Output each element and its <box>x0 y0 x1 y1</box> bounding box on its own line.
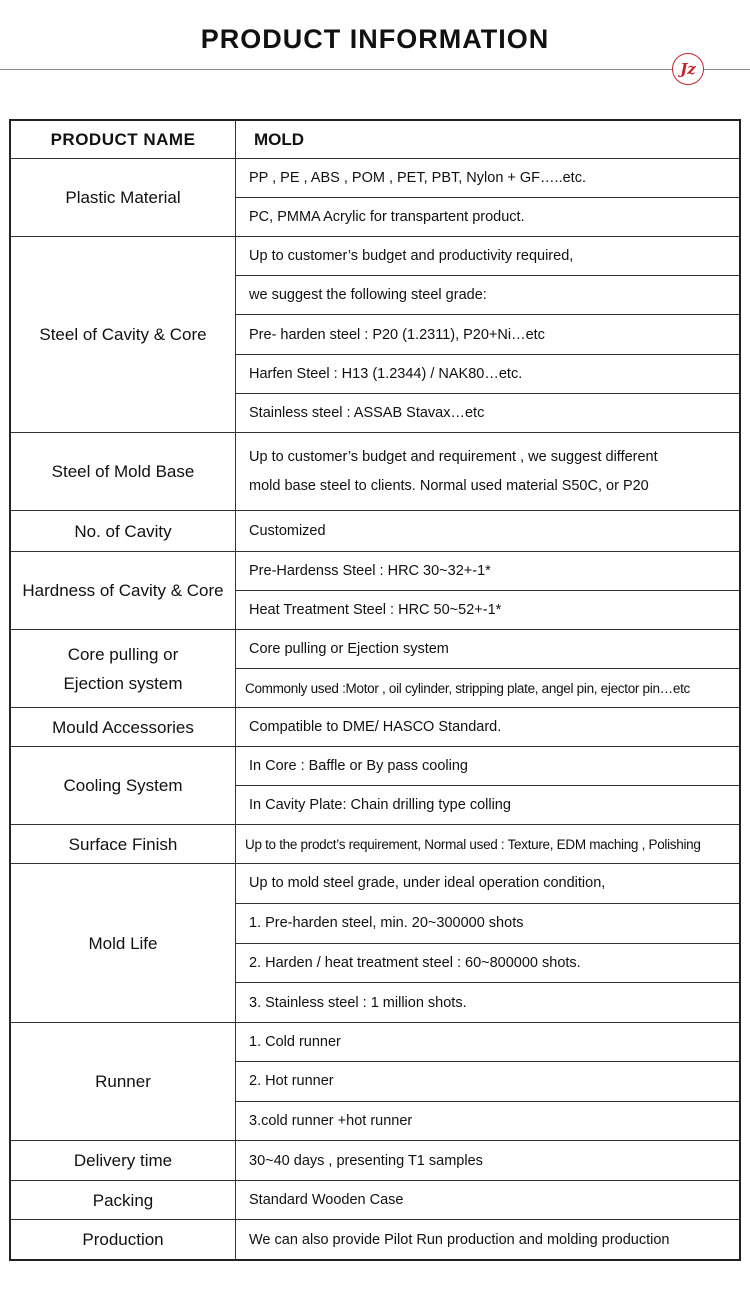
row-label-text: Steel of Cavity & Core <box>39 325 207 344</box>
row-label-plastic-material <box>11 159 236 237</box>
page-title: PRODUCT INFORMATION <box>200 24 550 54</box>
value-line: Harfen Steel : H13 (1.2344) / NAK80…etc. <box>236 355 739 394</box>
title-divider <box>0 69 750 70</box>
row-label-steel-of-mold-base <box>11 433 236 511</box>
value-line: Commonly used :Motor , oil cylinder, stripping plate, angel pin, ejector pin…etc <box>245 680 690 696</box>
value-line: Pre-Hardenss Steel : HRC 30~32+-1* <box>236 552 739 591</box>
value-line: Standard Wooden Case <box>249 1192 404 1208</box>
value-line: PP , PE , ABS , POM , PET, PBT, Nylon + GF…..etc. <box>236 159 739 198</box>
row-label-packing <box>11 1181 236 1220</box>
row-value-mold-life <box>236 864 739 1023</box>
value-line: Customized <box>249 523 326 539</box>
value-line: Stainless steel : ASSAB Stavax…etc <box>249 404 485 421</box>
row-value-no-of-cavity <box>236 511 739 552</box>
value-line: Core pulling or Ejection system <box>236 630 739 669</box>
row-label-hardness-of-cavity-core <box>11 552 236 630</box>
row-label-text: No. of Cavity <box>74 521 172 541</box>
header-mold: MOLD <box>236 121 739 159</box>
value-line: In Cavity Plate: Chain drilling type colling <box>249 797 511 813</box>
value-line: 3.cold runner +hot runner <box>249 1112 413 1129</box>
row-label-mould-accessories <box>11 708 236 747</box>
row-label-text: Production <box>82 1230 164 1249</box>
row-label-text: Ejection system <box>63 673 183 693</box>
row-label-surface-finish <box>11 825 236 864</box>
row-label-text: Packing <box>92 1190 154 1210</box>
row-label-cooling-system <box>11 747 236 825</box>
row-label-text: Plastic Material <box>65 188 181 207</box>
row-label-production <box>11 1220 236 1259</box>
value-line: PC, PMMA Acrylic for transpartent product. <box>249 209 525 225</box>
row-value-mould-accessories <box>236 708 739 747</box>
value-line: Up to customer’s budget and productivity required, <box>236 237 739 276</box>
value-line: 1. Pre-harden steel, min. 20~300000 shots <box>236 904 739 944</box>
header-product-name: PRODUCT NAME <box>11 121 236 159</box>
value-line: Up to the prodct’s requirement, Normal used : Texture, EDM maching , Polishing <box>245 836 701 852</box>
row-label-mold-life <box>11 864 236 1023</box>
value-line: Heat Treatment Steel : HRC 50~52+-1* <box>249 602 502 618</box>
row-label-text: Mould Accessories <box>52 717 194 737</box>
row-label-text: Hardness of Cavity & Core <box>22 581 224 600</box>
row-label-text: Delivery time <box>73 1151 173 1170</box>
value-line: 2. Hot runner <box>236 1062 739 1101</box>
row-label-no-of-cavity <box>11 511 236 552</box>
row-value-delivery-time <box>236 1141 739 1181</box>
row-value-steel-of-mold-base <box>236 433 739 511</box>
value-line: Pre- harden steel : P20 (1.2311), P20+Ni…etc <box>236 315 739 354</box>
row-label-text: Steel of Mold Base <box>51 462 195 481</box>
product-info-table <box>9 119 741 1261</box>
row-label-delivery-time <box>11 1141 236 1181</box>
row-value-steel-of-cavity-core <box>236 237 739 433</box>
value-line: 30~40 days , presenting T1 samples <box>249 1152 483 1169</box>
row-label-text: Runner <box>95 1072 151 1091</box>
value-line: We can also provide Pilot Run production and molding production <box>249 1231 670 1248</box>
row-value-cooling-system <box>236 747 739 825</box>
row-label-core-pulling-or-ejection-system <box>11 630 236 708</box>
value-line: 1. Cold runner <box>236 1023 739 1062</box>
row-label-text: Cooling System <box>63 776 183 795</box>
value-line: Up to mold steel grade, under ideal operation condition, <box>236 864 739 904</box>
value-line: 2. Harden / heat treatment steel : 60~800000 shots. <box>236 944 739 984</box>
row-label-steel-of-cavity-core <box>11 237 236 433</box>
brand-logo: Jz <box>672 53 704 85</box>
row-value-packing <box>236 1181 739 1220</box>
row-label-text: Mold Life <box>88 933 158 953</box>
row-value-plastic-material <box>236 159 739 237</box>
row-value-core-pulling-or-ejection-system <box>236 630 739 708</box>
value-line: Compatible to DME/ HASCO Standard. <box>249 719 502 735</box>
row-value-hardness-of-cavity-core <box>236 552 739 630</box>
value-line: In Core : Baffle or By pass cooling <box>236 747 739 786</box>
row-label-text: Surface Finish <box>68 834 178 854</box>
value-line: Up to customer’s budget and requirement , we suggest different <box>249 448 658 465</box>
value-line: we suggest the following steel grade: <box>236 276 739 315</box>
row-label-runner <box>11 1023 236 1141</box>
row-value-surface-finish <box>236 825 739 864</box>
value-line: mold base steel to clients. Normal used material S50C, or P20 <box>249 477 649 494</box>
row-value-production <box>236 1220 739 1259</box>
value-line: 3. Stainless steel : 1 million shots. <box>249 994 467 1011</box>
row-value-runner <box>236 1023 739 1141</box>
row-label-text: Core pulling or <box>67 644 179 664</box>
